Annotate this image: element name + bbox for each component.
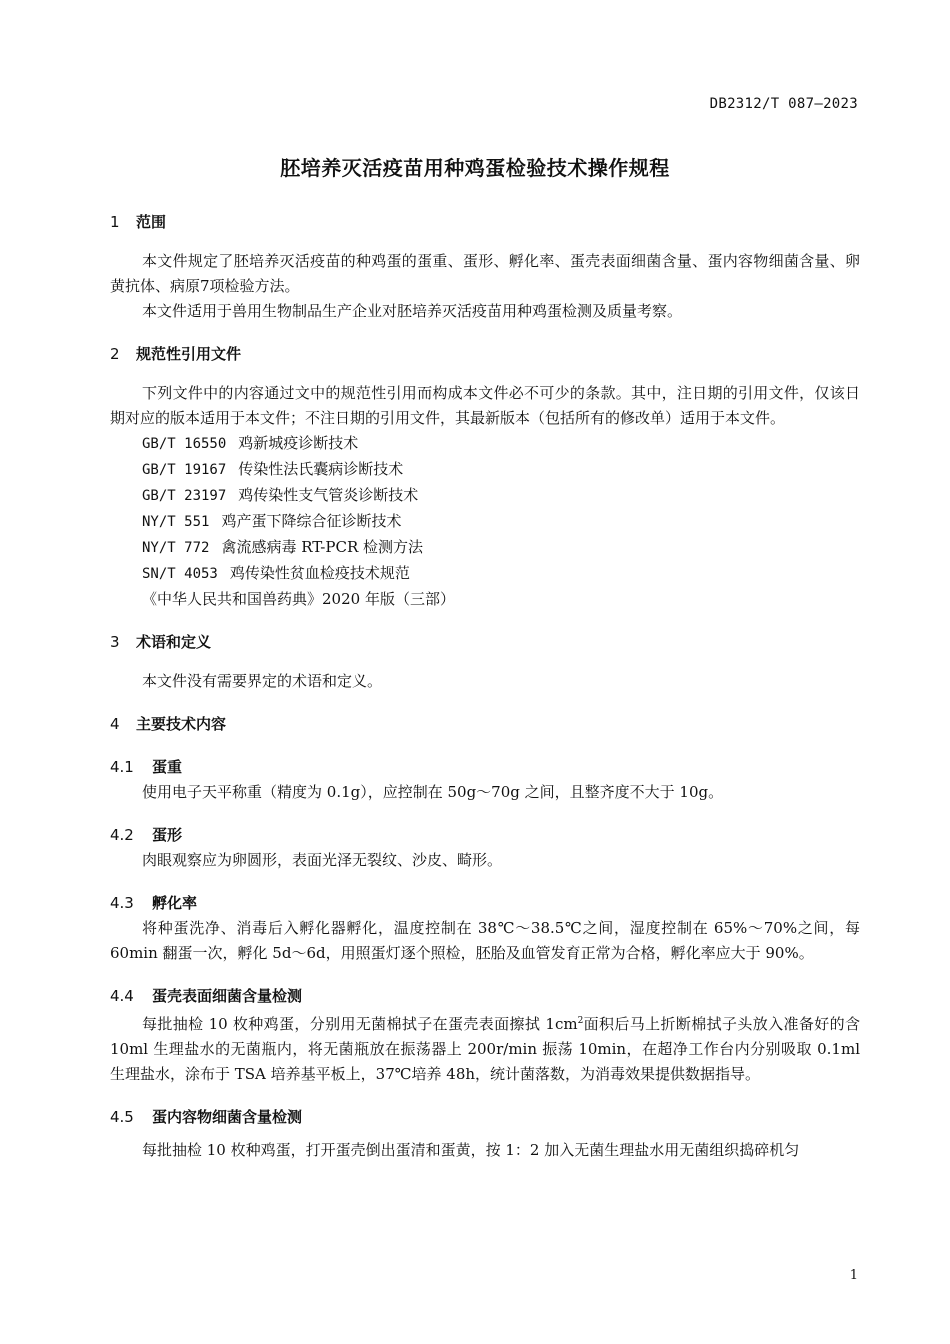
reference-item: SN/T 4053 鸡传染性贫血检疫技术规范 (142, 564, 410, 582)
paragraph: 本文件适用于兽用生物制品生产企业对胚培养灭活疫苗用种鸡蛋检测及质量考察。 (142, 302, 683, 320)
paragraph: 本文件没有需要界定的术语和定义。 (142, 672, 383, 690)
reference-item: GB/T 23197 鸡传染性支气管炎诊断技术 (142, 486, 419, 504)
paragraph: 下列文件中的内容通过文中的规范性引用而构成本文件必不可少的条款。其中，注日期的引用文件，仅该日期对应的版本适用于本文件；不注日期的引用文件，其最新版本（包括所有的修改单）适用于本文件。 (110, 384, 860, 427)
paragraph: 每批抽检 10 枚种鸡蛋，分别用无菌棉拭子在蛋壳表面擦拭 $1cm^2$面积后马上折断棉拭子头放入准备好的含 10ml 生理盐水的无菌瓶内，将无菌瓶放在振荡器上 200r/min 振荡 10min，在超净工作台内分别吸取 0.1ml 生理盐水，涂布于 TSA 培养基平板上，37℃培养 48h，统计菌落数，为消毒效果提供数据指导。 (110, 1015, 860, 1083)
section-heading-technical-content: 4 主要技术内容 (110, 715, 227, 733)
document-body (110, 210, 860, 1163)
page-number: 1 (849, 1268, 858, 1283)
reference-item: GB/T 16550 鸡新城疫诊断技术 (142, 434, 359, 452)
subsection-heading-hatch-rate: 4.3 孵化率 (110, 894, 198, 912)
reference-item: 《中华人民共和国兽药典》2020 年版（三部） (142, 590, 455, 608)
paragraph: 每批抽检 10 枚种鸡蛋，打开蛋壳倒出蛋清和蛋黄，按 1：2 加入无菌生理盐水用无菌组织捣碎机匀 (142, 1141, 800, 1159)
paragraph: 本文件规定了胚培养灭活疫苗的种鸡蛋的蛋重、蛋形、孵化率、蛋壳表面细菌含量、蛋内容物细菌含量、卵黄抗体、病原7项检验方法。 (110, 252, 860, 295)
section-heading-terms: 3 术语和定义 (110, 633, 212, 651)
subsection-heading-content-bacteria: 4.5 蛋内容物细菌含量检测 (110, 1108, 303, 1126)
paragraph: 肉眼观察应为卵圆形，表面光泽无裂纹、沙皮、畸形。 (142, 851, 503, 869)
reference-item: GB/T 19167 传染性法氏囊病诊断技术 (142, 460, 404, 478)
paragraph: 将种蛋洗净、消毒后入孵化器孵化，温度控制在 38℃～38.5℃之间，湿度控制在 65%～70%之间，每 60min 翻蛋一次，孵化 5d～6d，用照蛋灯逐个照检，胚胎及血管发育正常为合格，孵化率应大于 90%。 (110, 919, 860, 962)
section-heading-scope: 1 范围 (110, 213, 167, 231)
section-heading-normative-references: 2 规范性引用文件 (110, 345, 242, 363)
subsection-heading-shell-bacteria: 4.4 蛋壳表面细菌含量检测 (110, 987, 303, 1005)
document-title: 胚培养灭活疫苗用种鸡蛋检验技术操作规程 (280, 156, 670, 180)
document-id: DB2312/T 087—2023 (709, 96, 858, 112)
reference-item: NY/T 551 鸡产蛋下降综合征诊断技术 (142, 512, 402, 530)
reference-item: NY/T 772 禽流感病毒 RT-PCR 检测方法 (142, 538, 424, 556)
paragraph: 使用电子天平称重（精度为 0.1g），应控制在 50g～70g 之间，且整齐度不大于 10g。 (142, 783, 724, 801)
subsection-heading-egg-shape: 4.2 蛋形 (110, 826, 183, 844)
subsection-heading-egg-weight: 4.1 蛋重 (110, 758, 183, 776)
